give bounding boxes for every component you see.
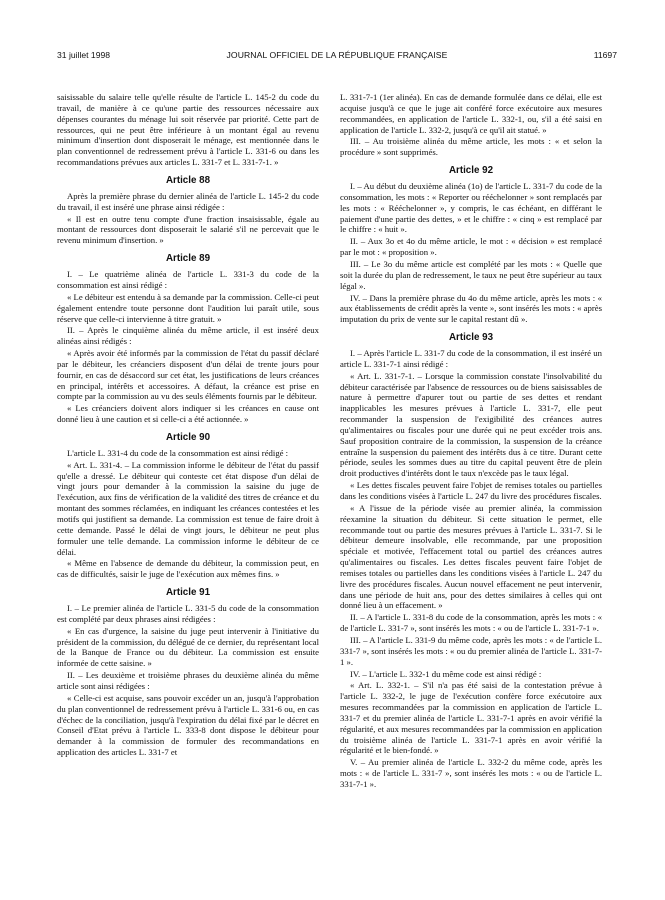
paragraph: II. – Aux 3o et 4o du même article, le mot : « décision » est remplacé par le mot : « proposition ». <box>340 236 602 258</box>
right-column <box>340 92 602 791</box>
paragraph: « Art. L. 332-1. – S'il n'a pas été saisi de la contestation prévue à l'article L. 332-2, le juge de l'exécution confère force exécutoire aux mesures recommandées par la commission en application de l'article L. 331-7 et du premier alinéa de l'article L. 331-7-1 après en avoir vérifié la régularité, et aux mesures recommandées par la commission en application du troisième alinéa de l'article L. 331-7-1 après en avoir vérifié la régularité et le bien-fondé. » <box>340 680 602 756</box>
paragraph: I. – Au début du deuxième alinéa (1o) de l'article L. 331-7 du code de la consommation, les mots : « Reporter ou rééchelonner » sont remplacés par les mots : « Rééchelonner », y compris, le cas échéant, en différant le paiement d'une partie des dettes, » et le chiffre : « cinq » est remplacé par le chiffre : « huit ». <box>340 181 602 235</box>
left-column <box>57 92 319 759</box>
paragraph: II. – A l'article L. 331-8 du code de la consommation, après les mots : « de l'article L. 331-7 », sont insérés les mots : « ou de l'article L. 331-7-1 ». <box>340 612 602 634</box>
paragraph: I. – Après l'article L. 331-7 du code de la consommation, il est inséré un article L. 331-7-1 ainsi rédigé : <box>340 348 602 369</box>
journal-title: JOURNAL OFFICIEL DE LA RÉPUBLIQUE FRANÇAISE <box>226 50 448 60</box>
paragraph: IV. – Dans la première phrase du 4o du même article, après les mots : « aux établissements de crédit après la vente », sont insérés les mots : « après imputation du prix de vente sur le capital restant dû ». <box>340 292 602 325</box>
article-heading: Article 93 <box>448 332 494 344</box>
paragraph: III. – Le 3o du même article est complété par les mots : « Quelle que soit la durée du plan de redressement, le taux ne peut être supérieur au taux légal ». <box>340 258 602 291</box>
paragraph: Après la première phrase du dernier alinéa de l'article L. 145-2 du code du travail, il est inséré une phrase ainsi rédigée : <box>57 190 319 212</box>
paragraph: III. – A l'article L. 331-9 du même code, après les mots : « de l'article L. 331-7 », sont insérés les mots : « ou du premier alinéa de l'article L. 331-7-1 ». <box>340 634 602 667</box>
page-header <box>57 50 617 64</box>
paragraph: « Art. L. 331-4. – La commission informe le débiteur de l'état du passif qu'elle a dressé. Le débiteur qui conteste cet état dispose d'un délai de vingt jours pour demander à la commission la saisine du juge de l'exécution, aux fins de vérification de la validité des titres de créance et du montant des sommes réclamées, en indiquant les créances contestées et les motifs qui justifient sa demande. La commission est tenue de faire droit à cette demande. Passé le délai de vingt jours, le débiteur ne peut plus formuler une telle demande. La commission informe le débiteur de ce délai. <box>57 459 319 557</box>
paragraph: « Il est en outre tenu compte d'une fraction insaisissable, égale au montant de ressources dont disposerait le salarié s'il ne percevait que le revenu minimum d'insertion. » <box>57 213 319 246</box>
article-heading: Article 90 <box>165 431 211 443</box>
paragraph: III. – Au troisième alinéa du même article, les mots : « et selon la procédure » sont supprimés. <box>340 136 602 158</box>
issue-date: 31 juillet 1998 <box>57 50 111 60</box>
article-heading: Article 89 <box>165 253 211 265</box>
paragraph: L'article L. 331-4 du code de la consommation est ainsi rédigé : <box>67 447 289 458</box>
article-heading: Article 91 <box>165 587 211 599</box>
paragraph: « Celle-ci est acquise, sans pouvoir excéder un an, jusqu'à l'approbation du plan conventionnel de redressement prévu à l'article L. 331-6 ou, en cas d'échec de la conciliation, jusqu'à l'expiration du délai fixé par le décret en Conseil d'Etat prévu à l'article L. 333-8 dont dispose le débiteur pour demander à la commission de formuler des recommandations en application des articles L. 331-7 et <box>57 692 319 758</box>
paragraph: « Le débiteur est entendu à sa demande par la commission. Celle-ci peut également entendre toute personne dont l'audition lui paraît utile, sous réserve que celle-ci intervienne à titre gratuit. » <box>57 291 319 324</box>
paragraph: I. – Le quatrième alinéa de l'article L. 331-3 du code de la consommation est ainsi rédigé : <box>57 269 319 290</box>
article-heading: Article 92 <box>448 165 494 177</box>
paragraph: L. 331-7-1 (1er alinéa). En cas de demande formulée dans ce délai, elle est acquise jusqu'à ce que le juge ait conféré force exécutoire aux mesures recommandées, en application de l'article L. 332-1, ou, s'il a été saisi en application de l'article L. 332-2, jusqu'à ce qu'il ait statué. » <box>340 92 602 135</box>
paragraph: II. – Les deuxième et troisième phrases du deuxième alinéa du même article sont ainsi rédigées : <box>57 670 319 691</box>
paragraph: II. – Après le cinquième alinéa du même article, il est inséré deux alinéas ainsi rédigés : <box>57 325 319 347</box>
paragraph: I. – Le premier alinéa de l'article L. 331-5 du code de la consommation est complété par deux phrases ainsi rédigées : <box>57 603 319 624</box>
paragraph: « Même en l'absence de demande du débiteur, la commission peut, en cas de difficultés, saisir le juge de l'exécution aux mêmes fins. » <box>57 558 319 580</box>
paragraph: IV. – L'article L. 332-1 du même code est ainsi rédigé : <box>350 668 542 679</box>
paragraph: « Les dettes fiscales peuvent faire l'objet de remises totales ou partielles dans les conditions visées à l'article L. 247 du livre des procédures fiscales. <box>340 480 602 501</box>
paragraph: « Après avoir été informés par la commission de l'état du passif déclaré par le débiteur, les créanciers disposent d'un délai de trente jours pour fournir, en cas de désaccord sur cet état, les justifications de leurs créances en principal, intérêts et accessoires. A défaut, la créance est prise en compte par la commission au vu des seuls éléments fournis par le débiteur. <box>57 348 319 402</box>
paragraph: « Les créanciers doivent alors indiquer si les créances en cause ont donné lieu à une caution et si celle-ci a été actionnée. » <box>57 403 319 425</box>
paragraph: saisissable du salaire telle qu'elle résulte de l'article L. 145-2 du code du travail, de manière à ce qu'une partie des ressources nécessaire aux dépenses courantes du ménage lui soit réservée par priorité. Cette part de ressources, qui ne peut être inférieure à un montant égal au revenu minimum d'insertion dont disposerait le ménage, est mentionnée dans le plan conventionnel de redressement prévu à l'article L. 331-6 ou dans les recommandations prévues aux articles L. 331-7 et L. 331-7-1. » <box>57 92 319 168</box>
article-heading: Article 88 <box>165 174 211 186</box>
page-number: 11697 <box>593 50 617 60</box>
paragraph: « A l'issue de la période visée au premier alinéa, la commission réexamine la situation du débiteur. Si cette situation le permet, elle recommande tout ou partie des mesures prévues à l'article L. 331-7. Si le débiteur demeure insolvable, elle recommande, par une proposition spéciale et motivée, l'effacement total ou partiel des créances autres qu'alimentaires ou fiscales. Les dettes fiscales peuvent faire l'objet de remises totales ou partielles dans les conditions visées à l'article L. 247 du livre des procédures fiscales. Aucun nouvel effacement ne peut intervenir, dans une période de huit ans, pour des dettes similaires à celles qui ont donné lieu à un effacement. » <box>340 502 602 611</box>
paragraph: « Art. L. 331-7-1. – Lorsque la commission constate l'insolvabilité du débiteur caractérisée par l'absence de ressources ou de biens saisissables de nature à permettre d'apurer tout ou partie de ses dettes et rendant inapplicables les mesures prévues à l'article L. 331-7, elle peut recommander la suspension de l'exigibilité des créances autres qu'alimentaires ou fiscales pour une durée qui ne peut excéder trois ans. Sauf proposition contraire de la commission, la suspension de la créance entraîne la suspension du paiement des intérêts dus à ce titre. Durant cette période, seules les sommes dues au titre du capital peuvent être de plein droit productives d'intérêts dont le taux n'excède pas le taux légal. <box>340 370 602 479</box>
paragraph: « En cas d'urgence, la saisine du juge peut intervenir à l'initiative du président de la commission, du délégué de ce dernier, du représentant local de la Banque de France ou du débiteur. La commission est ensuite informée de cette saisine. » <box>57 625 319 669</box>
paragraph: V. – Au premier alinéa de l'article L. 332-2 du même code, après les mots : « de l'article L. 331-7 », sont insérés les mots : « ou de l'article L. 331-7-1 ». <box>340 757 602 789</box>
